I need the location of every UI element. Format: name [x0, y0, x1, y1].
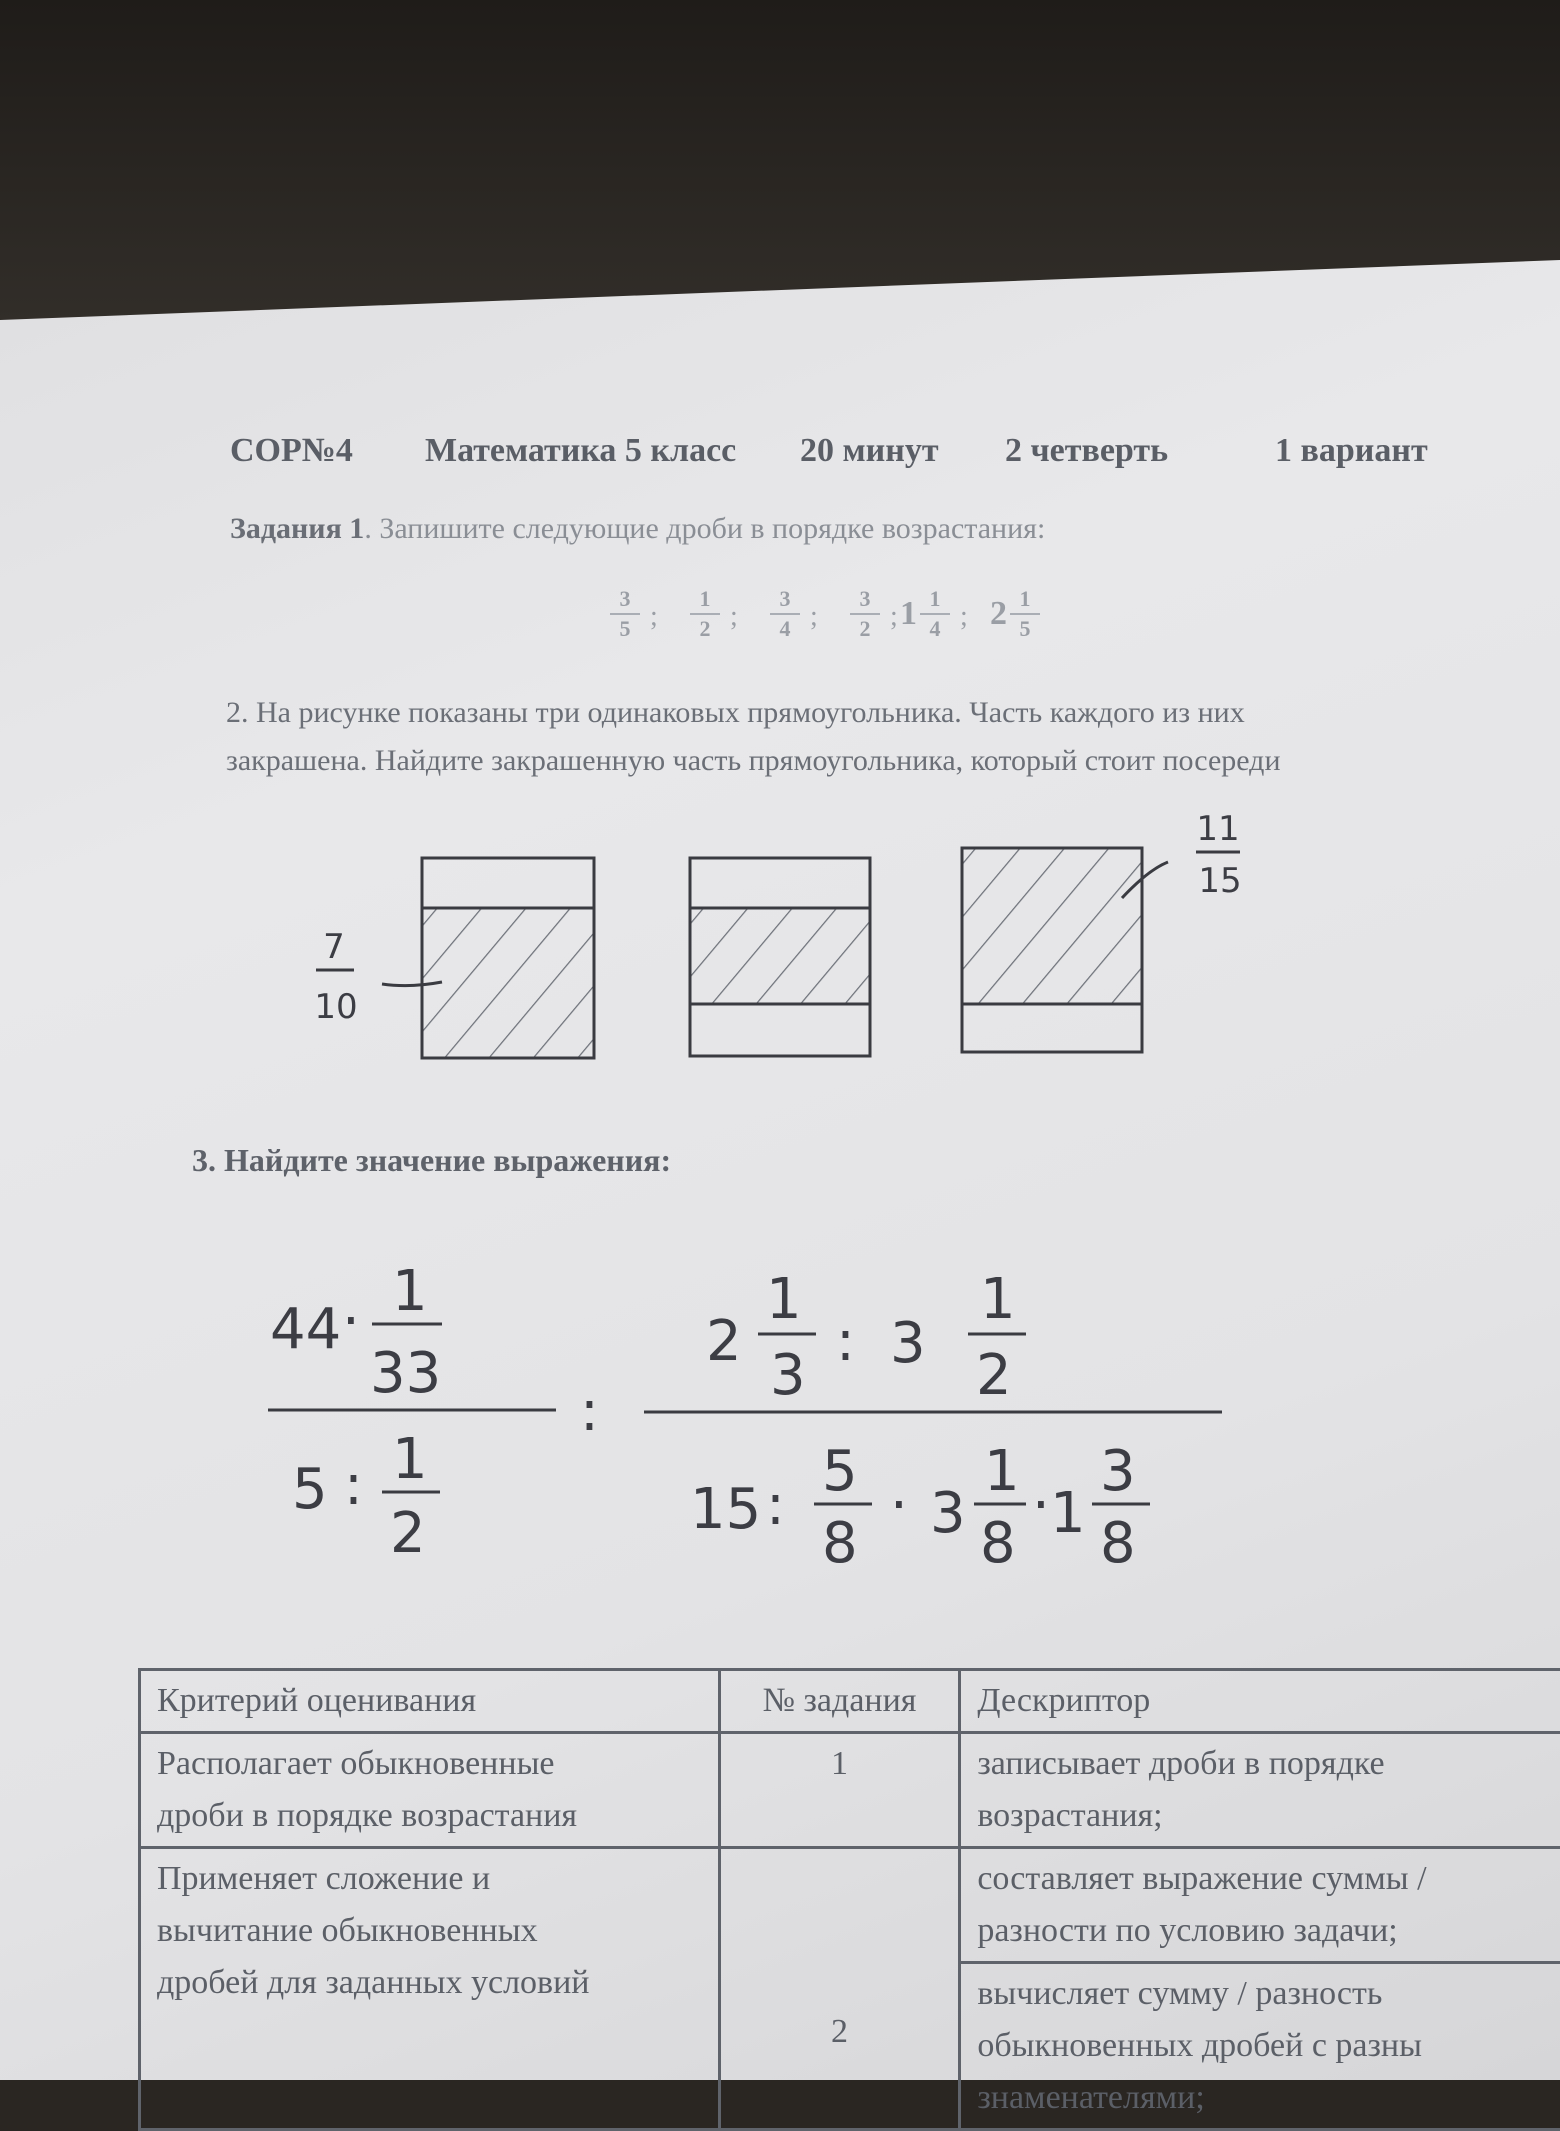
header-time: 20 минут: [800, 432, 939, 470]
expr-c2-numerator: 1: [980, 1267, 1016, 1332]
row2-task: 2: [719, 1848, 960, 2130]
header-criterion: Критерий оценивания: [140, 1670, 720, 1733]
table-header-row: [140, 1670, 1560, 1733]
expr-c1-numerator: 1: [766, 1267, 802, 1332]
row1-task: 1: [719, 1733, 960, 1848]
expr-a-numerator: 1: [392, 1259, 428, 1324]
expr-b-numerator: 1: [392, 1427, 428, 1492]
expr-d2-numerator: 1: [984, 1439, 1020, 1504]
task1-separator: ;: [890, 601, 898, 633]
header-sor: СОР№4: [230, 432, 353, 470]
expr-d3-denominator: 8: [1100, 1511, 1136, 1576]
table-row: [140, 1848, 1560, 1963]
criteria-table: [138, 1668, 1560, 2131]
task1-fraction: $\frac{3}{2}$: [850, 585, 880, 643]
task1-whole-part: 2: [990, 595, 1007, 633]
header-quarter: 2 четверть: [1005, 432, 1168, 470]
expr-d2-whole: 3: [930, 1481, 966, 1546]
task1-text: . Запишите следующие дроби в порядке возрастания:: [364, 512, 1045, 545]
expr-d3-numerator: 3: [1100, 1439, 1136, 1504]
expr-c2-whole: 3: [890, 1311, 926, 1376]
expr-d-op2: ·: [890, 1473, 908, 1538]
expr-d-whole: 15: [690, 1477, 761, 1542]
right-label-denominator: 15: [1198, 861, 1241, 901]
task1-separator: ;: [730, 601, 738, 633]
task3-prompt: 3. Найдите значение выражения:: [192, 1142, 671, 1179]
task1-separator: ;: [650, 601, 658, 633]
expr-d3-whole: 1: [1050, 1481, 1086, 1546]
expr-b-op: :: [344, 1453, 363, 1518]
expr-b-whole: 5: [292, 1457, 328, 1522]
task1-fraction: $\frac{1}{5}$: [1010, 585, 1040, 643]
task1-fraction: $\frac{1}{2}$: [690, 585, 720, 643]
header-descriptor: Дескриптор: [960, 1670, 1560, 1733]
expr-a-dot: ·: [342, 1289, 360, 1354]
header-task-number: № задания: [719, 1670, 960, 1733]
task1-fraction: $\frac{1}{4}$: [920, 585, 950, 643]
task2-line1: 2. На рисунке показаны три одинаковых прямоугольника. Часть каждого из них: [226, 696, 1245, 730]
expr-c1-denominator: 3: [770, 1343, 806, 1408]
expr-c2-denominator: 2: [976, 1343, 1012, 1408]
expr-b-denominator: 2: [390, 1501, 426, 1566]
expr-d2-denominator: 8: [980, 1511, 1016, 1576]
task1-whole-part: 1: [900, 595, 917, 633]
right-label-numerator: 11: [1196, 809, 1239, 849]
task1-fraction: $\frac{3}{4}$: [770, 585, 800, 643]
task2-line2: закрашена. Найдите закрашенную часть прямоугольника, который стоит посереди: [226, 744, 1281, 778]
expr-d1-numerator: 5: [822, 1439, 858, 1504]
task1-label: Задания 1: [230, 512, 364, 545]
expr-main-op: :: [580, 1379, 599, 1444]
left-label-denominator: 10: [314, 987, 357, 1027]
expr-a-denominator: 33: [370, 1341, 441, 1406]
task1-fraction: $\frac{3}{5}$: [610, 585, 640, 643]
task1-separator: ;: [810, 601, 818, 633]
row1-descriptor: записывает дроби в порядке возрастания;: [960, 1733, 1560, 1848]
row1-criterion: Располагает обыкновенные дроби в порядке возрастания: [140, 1733, 720, 1848]
row2-descriptor-b: вычисляет сумму / разность обыкновенных дробей с разны знаменателями;: [960, 1963, 1560, 2130]
left-label-numerator: 7: [323, 927, 345, 967]
expr-d1-denominator: 8: [822, 1511, 858, 1576]
expr-d-op3: ·: [1032, 1473, 1050, 1538]
row2-criterion: Применяет сложение и вычитание обыкновенных дробей для заданных условий: [140, 1848, 720, 2130]
task1-separator: ;: [960, 601, 968, 633]
expr-c-op: :: [836, 1309, 855, 1374]
header-variant: 1 вариант: [1275, 432, 1428, 470]
header-subject: Математика 5 класс: [425, 432, 736, 470]
expr-a-whole: 44: [270, 1297, 341, 1362]
expr-d-op1: :: [766, 1473, 785, 1538]
table-row: [140, 1733, 1560, 1848]
expr-c1-whole: 2: [706, 1309, 742, 1374]
row2-descriptor-a: составляет выражение суммы / разности по условию задачи;: [960, 1848, 1560, 1963]
